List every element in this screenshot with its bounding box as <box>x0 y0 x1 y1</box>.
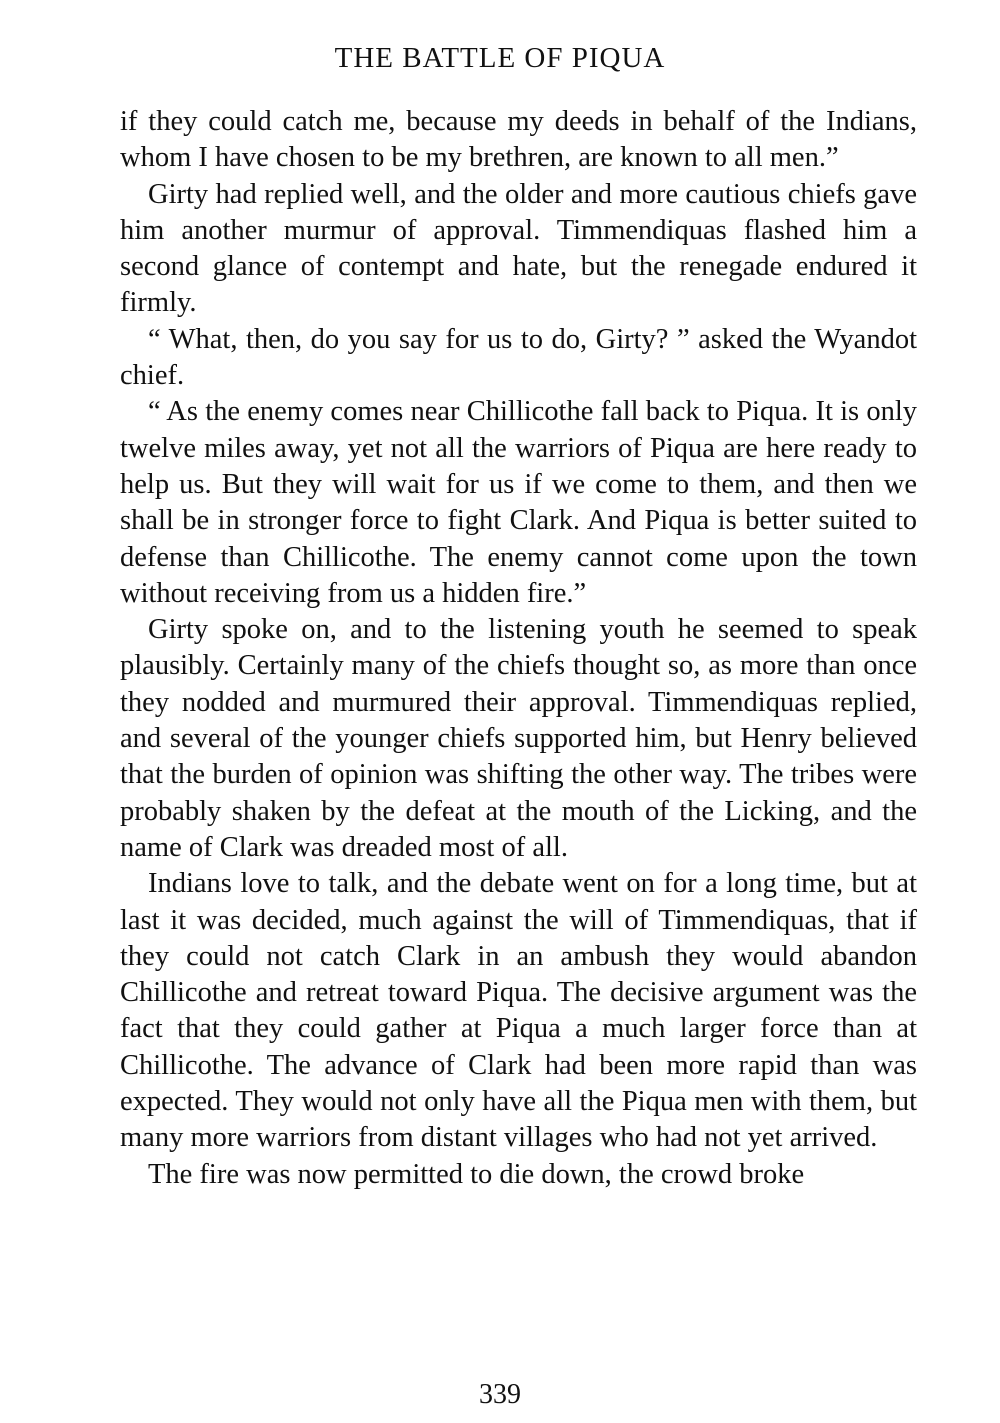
paragraph-continued: if they could catch me, because my deeds in behalf of the Indians, whom I have chosen to be my brethren, are known to all men.” <box>120 106 917 174</box>
page-number: 339 <box>479 1379 521 1410</box>
paragraph: The fire was now permitted to die down, the crowd broke <box>148 1158 805 1190</box>
paragraph: “ What, then, do you say for us to do, Girty? ” asked the Wyandot chief. <box>120 323 917 392</box>
running-head-title: THE BATTLE OF PIQUA <box>334 42 666 74</box>
body-text <box>120 104 917 1193</box>
paragraph: Indians love to talk, and the debate went on for a long time, but at last it was decided, much against the will of Timmendiquas, that if they could not catch Clark in an ambush they would abandon Chillicothe and retreat toward Piqua. The decisive argument was the fact that they could gather at Piqua a much larger force than at Chillicothe. The advance of Clark had been more rapid than was expected. They would not only have all the Piqua men with them, but many more warriors from distant villages who had not yet arrived. <box>120 868 917 1154</box>
paragraph: Girty had replied well, and the older and more cautious chiefs gave him another murmur of approval. Timmendiquas flashed him a second glance of contempt and hate, but the renegade endured it firmly. <box>120 178 917 319</box>
paragraph: “ As the enemy comes near Chillicothe fall back to Piqua. It is only twelve miles away, yet not all the warriors of Piqua are here ready to help us. But they will wait for us if we come to them, and then we shall be in stronger force to fight Clark. And Piqua is better suited to defense than Chillicothe. The enemy cannot come upon the town without receiving from us a hidden fire.” <box>120 396 917 609</box>
paragraph: Girty spoke on, and to the listening youth he seemed to speak plausibly. Certainly many of the chiefs thought so, as more than once they nodded and murmured their approval. Timmendiquas replied, and several of the younger chiefs supported him, but Henry believed that the burden of opinion was shifting the other way. The tribes were probably shaken by the defeat at the mouth of the Licking, and the name of Clark was dreaded most of all. <box>120 614 917 863</box>
